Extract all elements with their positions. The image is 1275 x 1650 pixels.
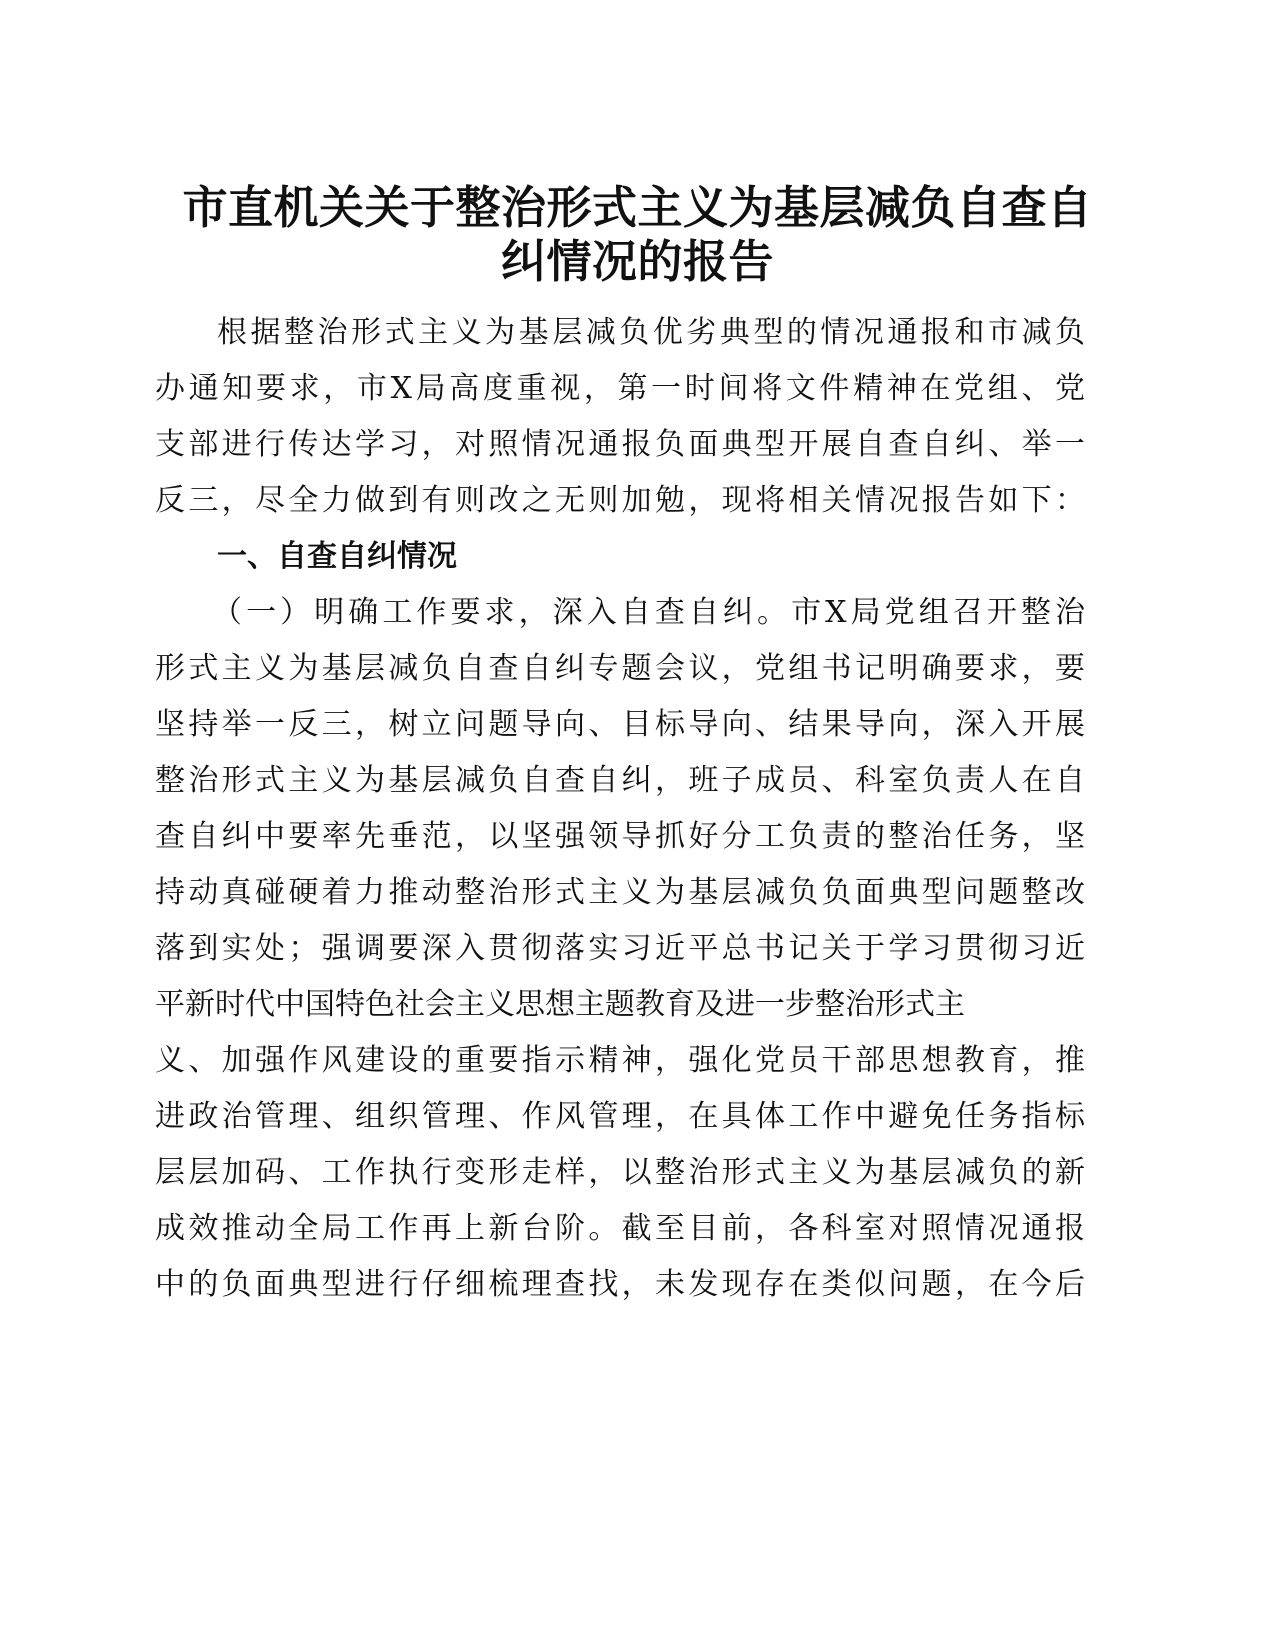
section-paragraph-line: 形式主义为基层减负自查自纠专题会议，党组书记明确要求，要 (155, 651, 1085, 686)
intro-paragraph-line: 根据整治形式主义为基层减负优劣典型的情况通报和市减负 (217, 315, 1085, 350)
section-paragraph-line: 落到实处；强调要深入贯彻落实习近平总书记关于学习贯彻习近 (155, 931, 1085, 966)
intro-paragraph-line: 反三，尽全力做到有则改之无则加勉，现将相关情况报告如下： (155, 483, 1085, 518)
section-paragraph-line: 持动真碰硬着力推动整治形式主义为基层减负负面典型问题整改 (155, 875, 1085, 910)
section-paragraph-line: 层层加码、工作执行变形走样，以整治形式主义为基层减负的新 (155, 1155, 1085, 1190)
section-paragraph-line: （一）明确工作要求，深入自查自纠。市X局党组召开整治 (212, 595, 1085, 630)
document-title-line-2: 纠情况的报告 (500, 235, 774, 288)
intro-paragraph-line: 办通知要求，市X局高度重视，第一时间将文件精神在党组、党 (155, 371, 1085, 406)
section-paragraph-line: 中的负面典型进行仔细梳理查找，未发现存在类似问题，在今后 (155, 1267, 1085, 1302)
section-paragraph-line: 查自纠中要率先垂范，以坚强领导抓好分工负责的整治任务，坚 (155, 819, 1085, 854)
section-paragraph-line: 成效推动全局工作再上新台阶。截至目前，各科室对照情况通报 (155, 1211, 1085, 1246)
section-paragraph-line: 坚持举一反三，树立问题导向、目标导向、结果导向，深入开展 (155, 707, 1085, 742)
section-paragraph-line: 平新时代中国特色社会主义思想主题教育及进一步整治形式主 (155, 987, 965, 1022)
section-heading: 一、自查自纠情况 (217, 539, 457, 574)
section-paragraph-line: 进政治管理、组织管理、作风管理，在具体工作中避免任务指标 (155, 1099, 1085, 1134)
section-paragraph-line: 整治形式主义为基层减负自查自纠，班子成员、科室负责人在自 (155, 763, 1085, 798)
document-title-line-1: 市直机关关于整治形式主义为基层减负自查自 (182, 181, 1093, 234)
section-paragraph-line: 义、加强作风建设的重要指示精神，强化党员干部思想教育，推 (155, 1043, 1085, 1078)
intro-paragraph-line: 支部进行传达学习，对照情况通报负面典型开展自查自纠、举一 (155, 427, 1085, 462)
